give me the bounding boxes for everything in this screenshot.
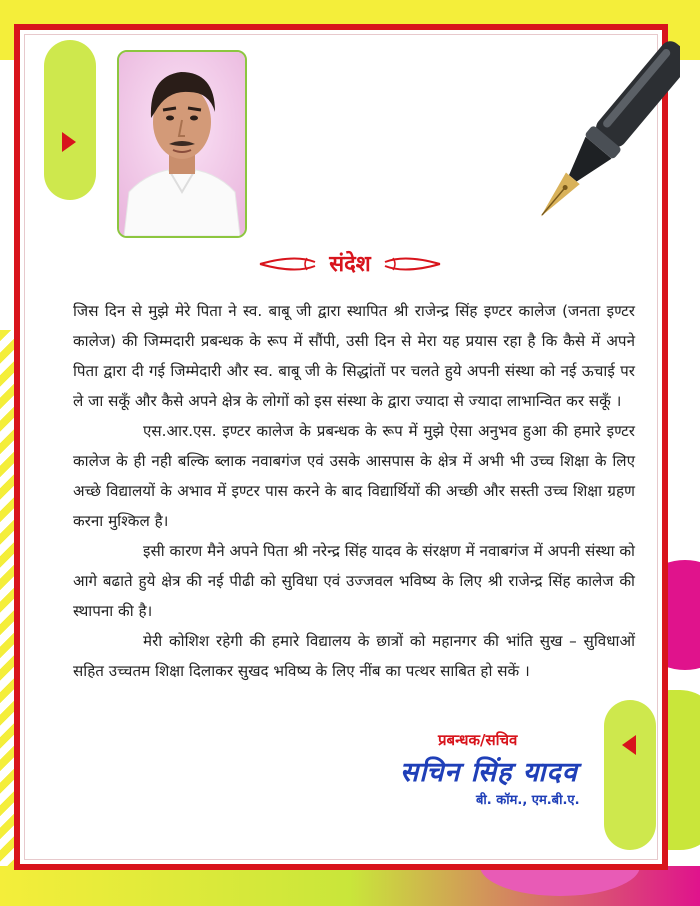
corner-accent-top-left [44,40,96,200]
signatory-role: प्रबन्धक/सचिव [438,731,518,749]
paragraph-1: जिस दिन से मुझे मेरे पिता ने स्व. बाबू जी द्वारा स्थापित श्री राजेन्द्र सिंह इण्टर कालेज (जनता इण्टर कालेज) की जिम्मदारी प्रबन्धक के रूप में सौंपी, उसी दिन से मेरा यह प्रयास रहा है कि कैसे में अपने पिता द्वारा दी गई जिम्मेदारी और स्व. बाबू जी के सिद्धांतों पर चलते हुये अपनी संस्था को नई ऊचाई पर ले जा सकूँ और कैसे अपने क्षेत्र के लोगों को इस संस्था के द्वारा ज्यादा से ज्यादा लाभान्वित कर सकूँ । [73,302,635,410]
triangle-right-icon [62,132,76,152]
paragraph-2: एस.आर.एस. इण्टर कालेज के प्रबन्धक के रूप में मुझे ऐसा अनुभव हुआ की हमारे इण्टर कालेज के ही नही बल्कि ब्लाक नवाबगंज एवं उसके आसपास के क्षेत्र में अभी भी उच्च शिक्षा के लिए अच्छे विद्यालयों के अभाव में इण्टर पास करने के बाद विद्यार्थियों की अच्छी और सस्ती उच्च शिक्षा ग्रहण करना मुश्किल है। [73,422,635,530]
portrait-photo [117,50,247,238]
message-body [73,296,635,686]
signatory-name: सचिन सिंह यादव [400,757,578,788]
person-portrait-icon [119,52,245,236]
message-title: संदेश [329,252,371,277]
fountain-pen-icon [530,40,680,240]
signatory-degree: बी. कॉम., एम.बी.ए. [476,793,580,808]
paragraph-3: इसी कारण मैने अपने पिता श्री नरेन्द्र सिंह यादव के संरक्षण में नवाबगंज में अपनी संस्था को आगे बढाते हुये क्षेत्र की नई पीढी को सुविधा एवं उज्जवल भविष्य के लिए श्री राजेन्द्र सिंह कालेज की स्थापना की है। [73,542,635,620]
message-title-ornament [255,244,445,284]
paragraph-4: मेरी कोशिश रहेगी की हमारे विद्यालय के छात्रों को महानगर की भांति सुख – सुविधाओं सहित उच्चतम शिक्षा दिलाकर सुखद भविष्य के लिए नींब का पत्थर साबित हो सकें । [73,632,635,680]
